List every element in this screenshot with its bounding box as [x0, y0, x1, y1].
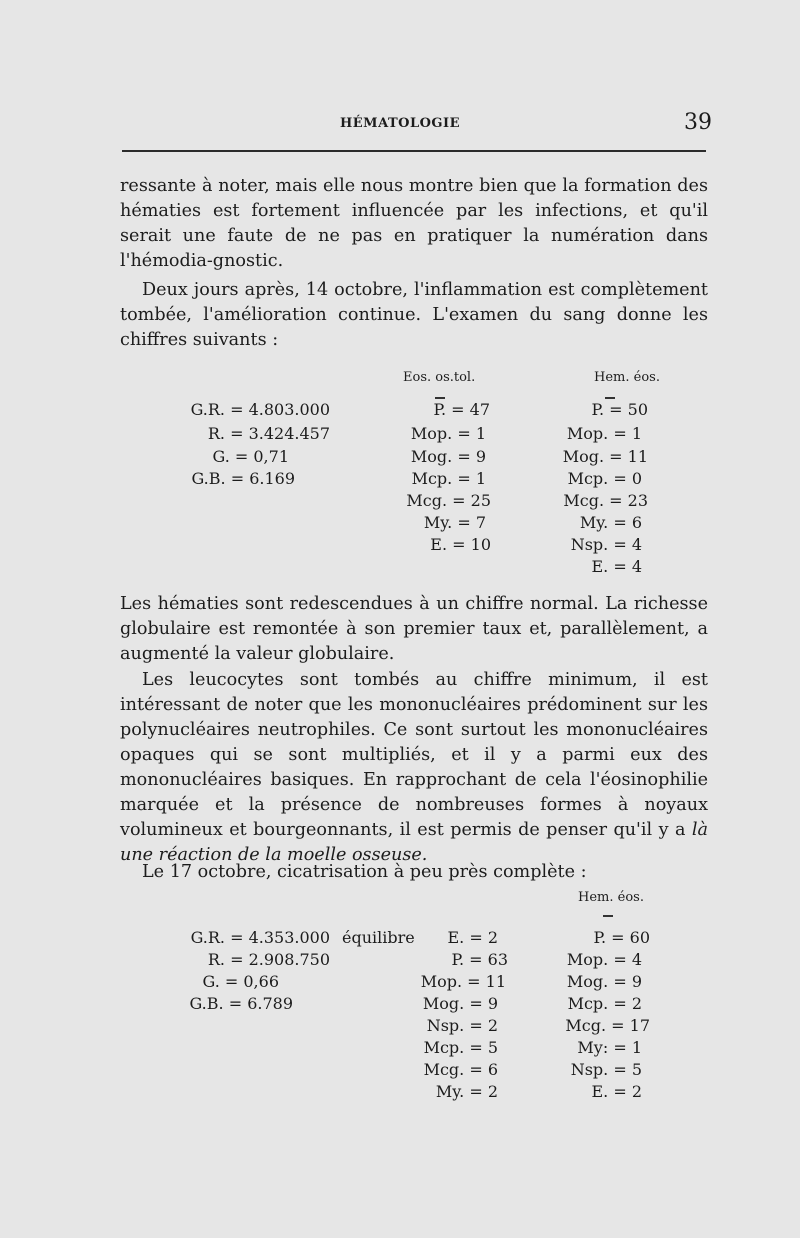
table2-mid-row: P. = 63 [451, 950, 508, 969]
table2-left-row: G.R. = 4.353.000 [190, 928, 330, 947]
paragraph-1: ressante à noter, mais elle nous montre bien que la formation des hématies est fortement influencée par les infections, et qu'il serait une faute de ne pas en pratiquer la numération dans l'hémodia-gnostic. [120, 176, 708, 271]
col-header-eos: Eos. os.tol. [403, 370, 476, 385]
col-header-hem: Hem. éos. [594, 370, 660, 385]
header-rule [122, 150, 706, 152]
table2-right-row: Mcg. = 17 [565, 1016, 650, 1035]
paragraph-2: Deux jours après, 14 octobre, l'inflammation est complètement tombée, l'amélioration continue. L'examen du sang donne les chiffres suivants : [120, 280, 708, 350]
table2-left-row: R. = 2.908.750 [207, 950, 330, 969]
table2-mid-row: Mcp. = 5 [423, 1038, 498, 1057]
table1-right-row: Mcp. = 0 [567, 469, 642, 488]
table1-right-row: Nsp. = 4 [570, 535, 642, 554]
table2-mid-row: My. = 2 [435, 1082, 498, 1101]
col-dash [605, 397, 615, 399]
col-dash [435, 397, 445, 399]
table1-right-row: Mcg. = 23 [563, 491, 648, 510]
paragraph-4-italic: là une réaction de la moelle osseuse. [120, 820, 708, 865]
col-dash [603, 915, 613, 917]
table1-mid-row: Mop. = 1 [410, 424, 486, 443]
table2-left-row: G.B. = 6.789 [189, 994, 293, 1013]
table1-left-row: G.R. = 4.803.000 [190, 400, 330, 419]
table2-mid-row: E. = 2 [447, 928, 498, 947]
table2-right-row: Mcp. = 2 [567, 994, 642, 1013]
table1-right-row: P. = 50 [591, 400, 648, 419]
paragraph-4-text: Les leucocytes sont tombés au chiffre minimum, il est intéressant de noter que les mononucléaires prédominent sur les polynucléaires neutrophiles. Ce sont surtout les mononucléaires opaques qui se sont multipliés, et il y a parmi eux des mononucléaires basiques. En rapprochant de cela l'éosinophilie marquée et la présence de nombreuses formes à noyaux volumineux et bourgeonnants, il est permis de penser qu'il y a [120, 670, 708, 840]
table1-mid-row: Mog. = 9 [410, 447, 486, 466]
running-header-title: HÉMATOLOGIE [339, 116, 460, 131]
table2-left-row: G. = 0,66 [202, 972, 279, 991]
table1-mid-row: My. = 7 [423, 513, 486, 532]
table2-right-row: Mop. = 4 [566, 950, 642, 969]
table1-mid-row: P. = 47 [433, 400, 490, 419]
table1-mid-row: Mcg. = 25 [406, 491, 491, 510]
table2-mid-row: Mop. = 11 [420, 972, 506, 991]
page-number: 39 [684, 110, 712, 135]
table1-right-row: My. = 6 [579, 513, 642, 532]
table1-mid-row: Mcp. = 1 [411, 469, 486, 488]
table2-right-row: My: = 1 [577, 1038, 642, 1057]
paragraph-4 [120, 668, 708, 868]
table2-right-row: Nsp. = 5 [570, 1060, 642, 1079]
table1-left-row: R. = 3.424.457 [207, 424, 330, 443]
paragraph-3: Les hématies sont redescendues à un chiffre normal. La richesse globulaire est remontée à son premier taux et, parallèlement, a augmenté la valeur globulaire. [120, 594, 708, 664]
paragraph-5: Le 17 octobre, cicatrisation à peu près complète : [142, 862, 587, 882]
table1-left-row: G.B. = 6.169 [191, 469, 295, 488]
table2-right-row: P. = 60 [593, 928, 650, 947]
table1-right-row: Mop. = 1 [566, 424, 642, 443]
table1-mid-row: E. = 10 [430, 535, 491, 554]
table2-mid-row: Nsp. = 2 [426, 1016, 498, 1035]
table1-right-row: E. = 4 [591, 557, 642, 576]
table2-right-row: E. = 2 [591, 1082, 642, 1101]
table2-right-row: Mog. = 9 [566, 972, 642, 991]
table1-left-row: G. = 0,71 [212, 447, 289, 466]
equilibre-label: équilibre [342, 928, 415, 947]
table2-mid-row: Mcg. = 6 [423, 1060, 498, 1079]
table1-right-row: Mog. = 11 [562, 447, 648, 466]
col-header-hem-2: Hem. éos. [578, 890, 644, 905]
table2-mid-row: Mog. = 9 [422, 994, 498, 1013]
